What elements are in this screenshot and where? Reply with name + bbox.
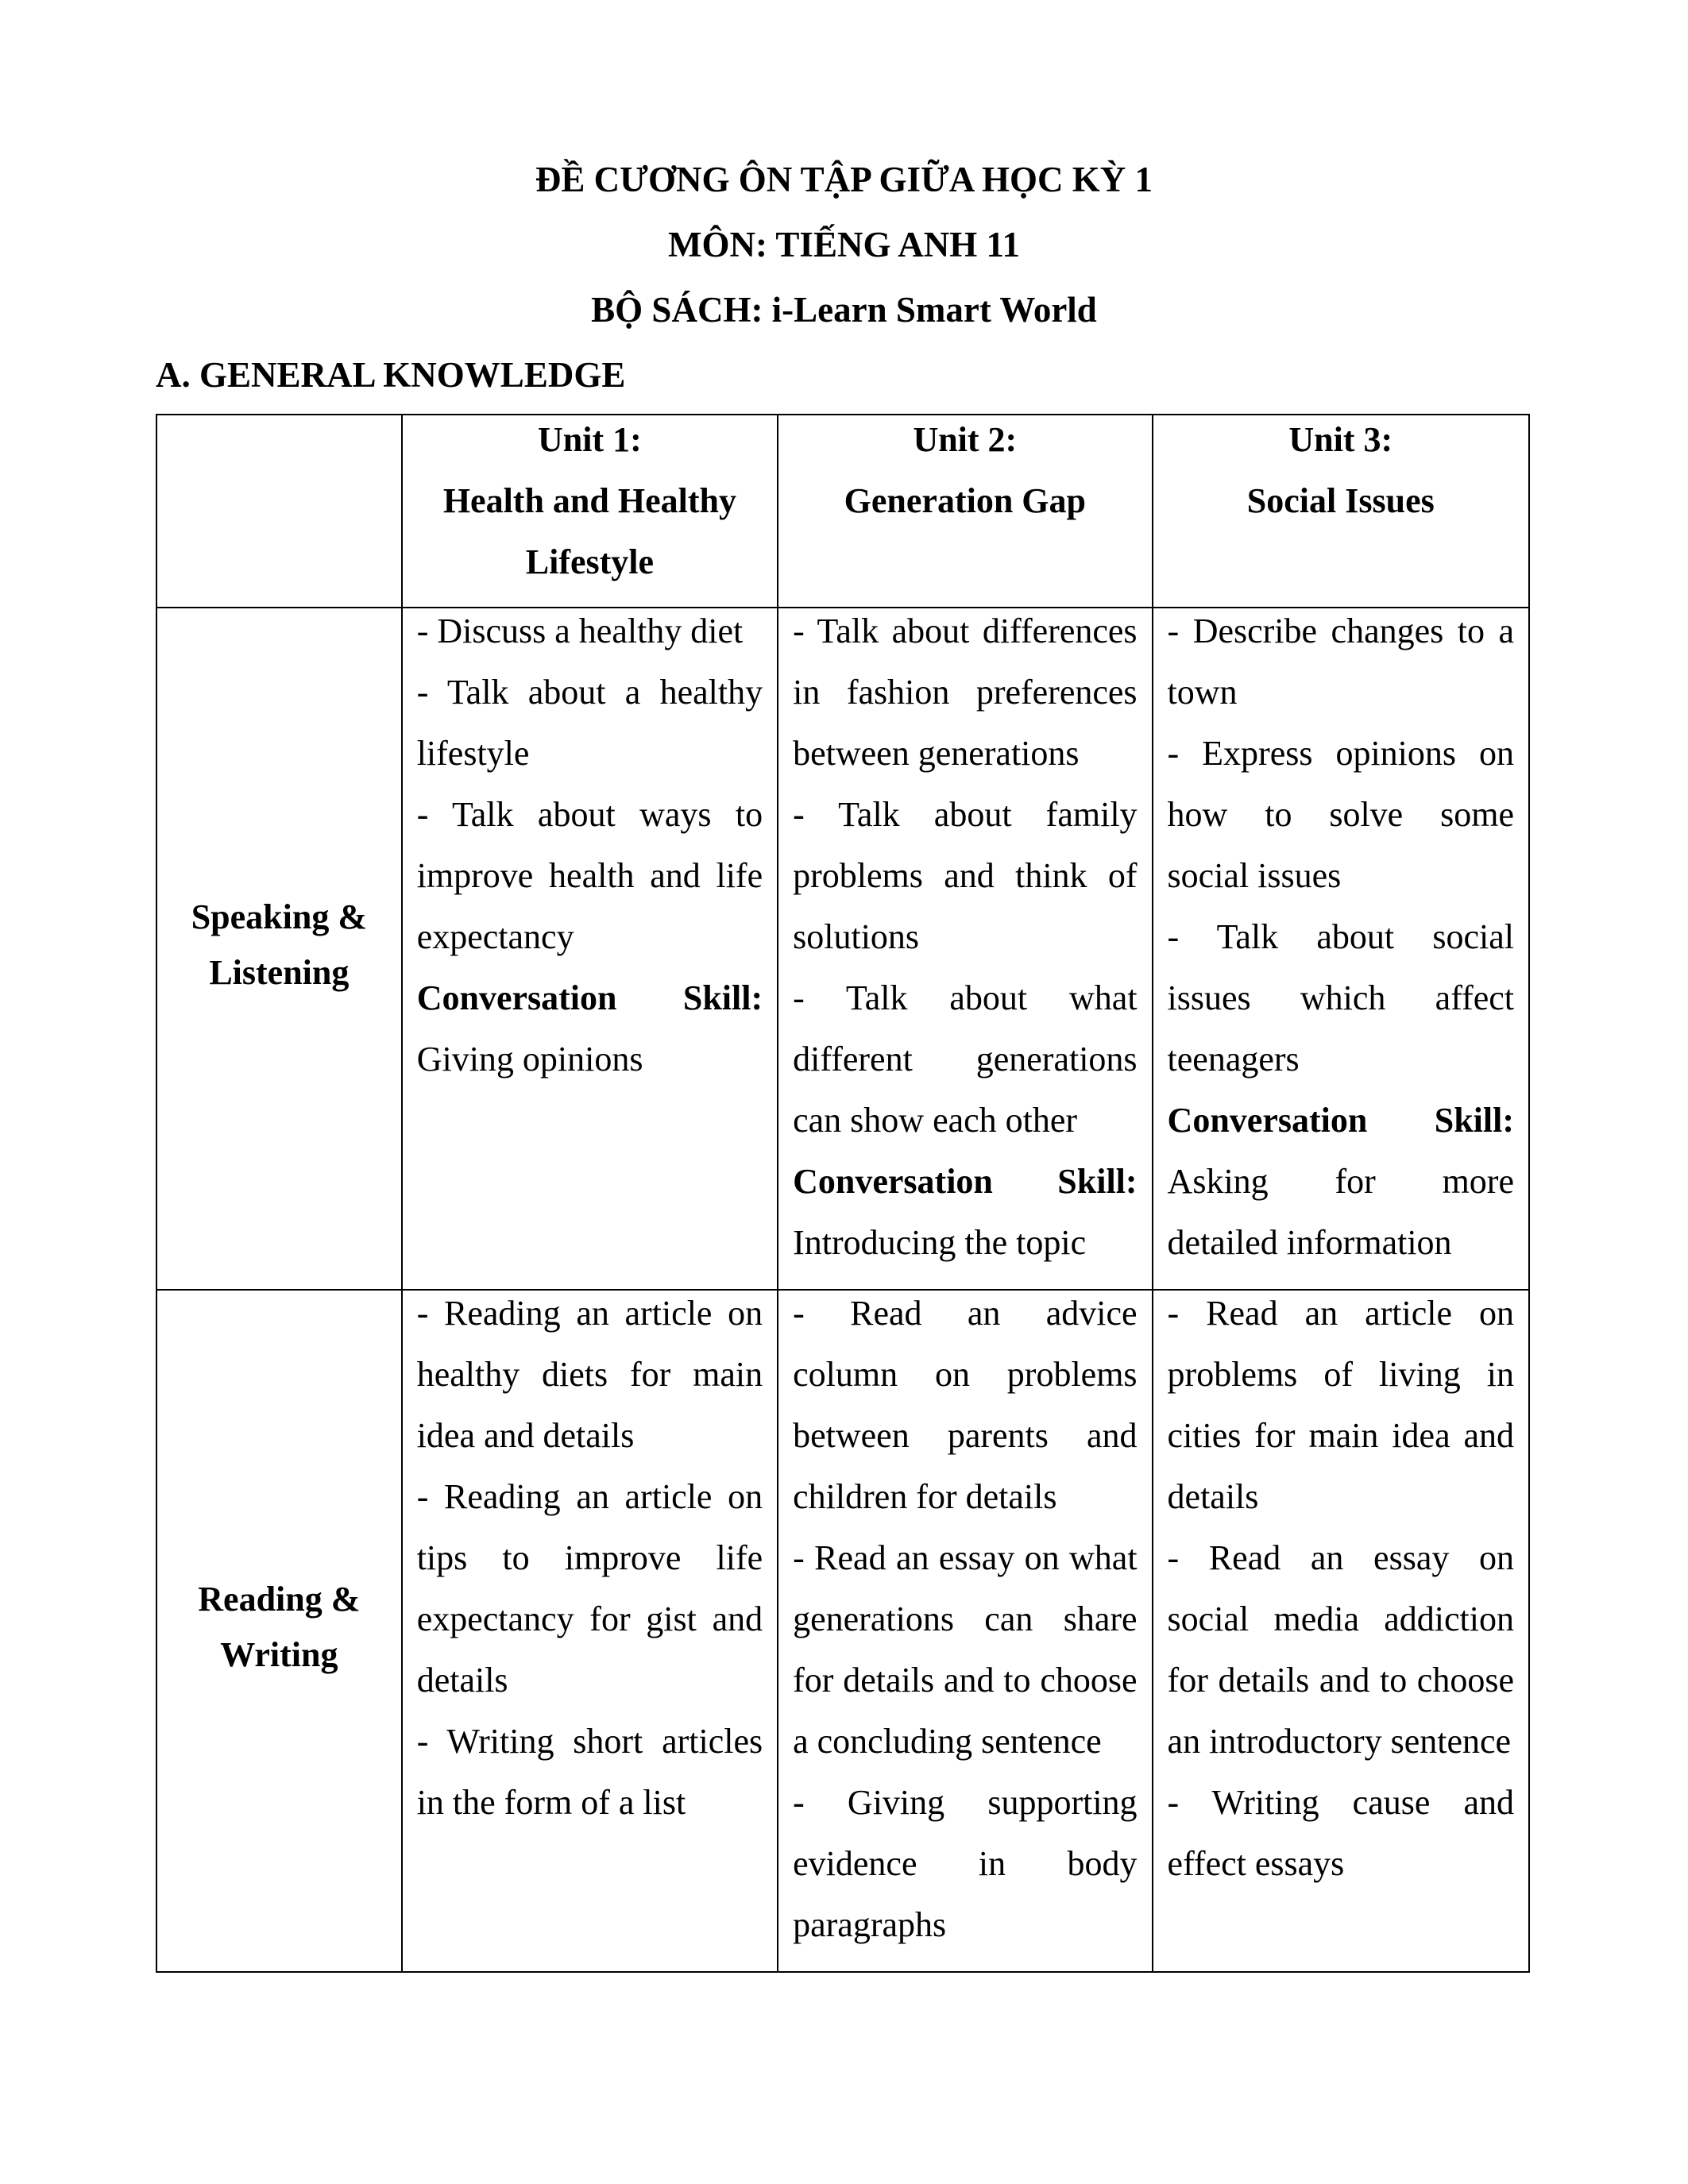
content-item: - Discuss a healthy diet: [416, 612, 744, 650]
content-cell: [1153, 608, 1529, 1290]
unit-header-cell: [1153, 415, 1529, 608]
subject-title: MÔN: TIẾNG ANH 11: [668, 225, 1020, 264]
table-row: [156, 608, 1529, 1290]
book-title: BỘ SÁCH: i-Learn Smart World: [591, 290, 1097, 330]
content-item: - Reading an article on healthy diets for main idea and details: [416, 1294, 763, 1455]
content-item: Giving opinions: [416, 1040, 643, 1078]
skill-heading: [793, 1151, 1137, 1212]
skill-heading-text: Conversation Skill:: [793, 1162, 1138, 1201]
skill-label: Reading &: [198, 1579, 361, 1619]
content-item: - Talk about social issues which affect teenagers: [1167, 917, 1514, 1078]
content-item: - Describe changes to a town: [1167, 612, 1514, 712]
unit-number: Unit 2:: [913, 420, 1018, 459]
content-item: - Talk about ways to improve health and life expectancy: [416, 795, 763, 956]
skill-heading: [1168, 1090, 1514, 1151]
unit-name: Health and Healthy Lifestyle: [442, 481, 736, 581]
content-item: - Writing cause and effect essays: [1167, 1783, 1514, 1883]
skill-label: Writing: [220, 1634, 338, 1674]
content-item: - Read an essay on what generations can share for details and to choose a concluding sentence: [793, 1538, 1138, 1761]
content-cell: [778, 608, 1152, 1290]
content-item: - Read an article on problems of living in cities for main idea and details: [1167, 1294, 1514, 1516]
content-item: - Talk about what different generations can show each other: [793, 978, 1138, 1140]
content-cell: [402, 608, 778, 1290]
unit-header-cell: [778, 415, 1152, 608]
content-item: Asking for more detailed information: [1167, 1162, 1514, 1262]
unit-number: Unit 1:: [538, 420, 642, 459]
skill-label-cell: [156, 1290, 402, 1972]
skill-label: Speaking &: [191, 897, 367, 936]
content-item: - Read an essay on social media addiction for details and to choose an introductory sentence: [1167, 1538, 1514, 1761]
content-item: Introducing the topic: [793, 1223, 1087, 1262]
skill-label: Listening: [209, 952, 350, 992]
content-cell: [1153, 1290, 1529, 1972]
unit-number: Unit 3:: [1288, 420, 1393, 459]
skill-heading-text: Conversation Skill:: [1167, 1101, 1514, 1140]
skill-heading-text: Conversation Skill:: [416, 978, 763, 1017]
content-item: - Express opinions on how to solve some social issues: [1167, 734, 1514, 895]
skill-heading: [417, 967, 763, 1028]
knowledge-table: [156, 414, 1530, 1973]
skill-label-cell: [156, 608, 402, 1290]
unit-name: Generation Gap: [844, 481, 1086, 520]
content-cell: [402, 1290, 778, 1972]
content-item: - Read an advice column on problems between parents and children for details: [793, 1294, 1138, 1516]
content-item: - Reading an article on tips to improve life expectancy for gist and details: [416, 1477, 763, 1700]
content-cell: [778, 1290, 1152, 1972]
table-row: [156, 1290, 1529, 1972]
section-heading: A. GENERAL KNOWLEDGE: [156, 355, 626, 395]
empty-header-cell: [156, 415, 402, 608]
content-item: - Talk about family problems and think of solutions: [793, 795, 1138, 956]
content-item: - Writing short articles in the form of a list: [416, 1722, 763, 1822]
table-header-row: [156, 415, 1529, 608]
content-item: - Giving supporting evidence in body paragraphs: [793, 1783, 1138, 1944]
document-title: ĐỀ CƯƠNG ÔN TẬP GIỮA HỌC KỲ 1: [535, 160, 1153, 199]
unit-name: Social Issues: [1246, 481, 1435, 520]
unit-header-cell: [402, 415, 778, 608]
content-item: - Talk about a healthy lifestyle: [416, 673, 763, 773]
content-item: - Talk about differences in fashion preferences between generations: [793, 612, 1138, 773]
